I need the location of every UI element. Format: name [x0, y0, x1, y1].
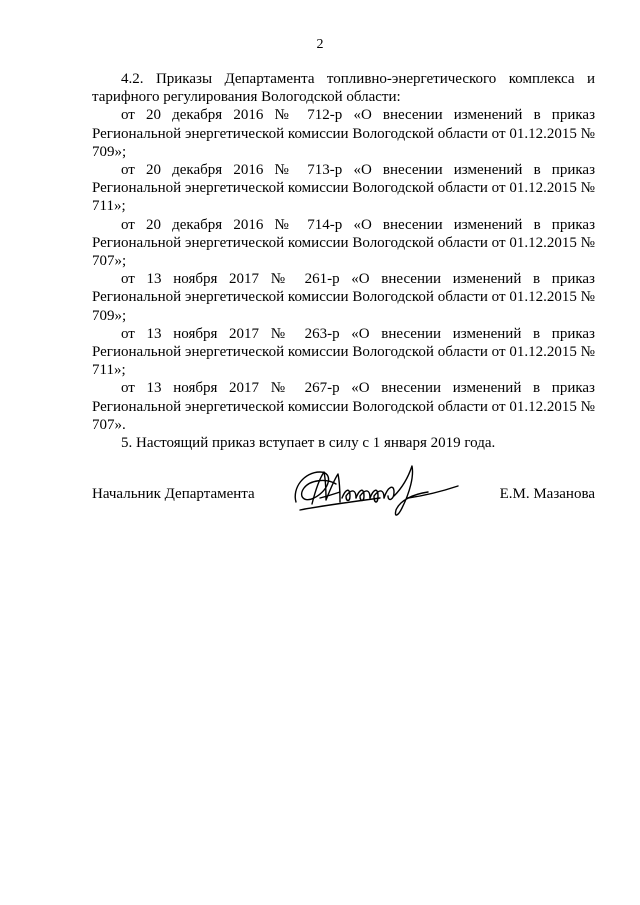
handwritten-signature: [290, 458, 470, 522]
paragraph-order-267: от 13 ноября 2017 № 267-р «О внесении изменений в приказ Региональной энергетической комиссии Вологодской области от 01.12.2015 № 707».: [92, 380, 595, 433]
signatory-name: Е.М. Мазанова: [499, 486, 595, 502]
paragraph-5: 5. Настоящий приказ вступает в силу с 1 января 2019 года.: [121, 435, 496, 452]
paragraph-order-712: от 20 декабря 2016 № 712-р «О внесении изменений в приказ Региональной энергетической комиссии Вологодской области от 01.12.2015 № 709»;: [92, 107, 595, 160]
page-number: 2: [316, 37, 324, 52]
paragraph-4-2: 4.2. Приказы Департамента топливно-энергетического комплекса и тарифного регулирования Вологодской области:: [92, 71, 595, 106]
paragraph-order-263: от 13 ноября 2017 № 263-р «О внесении изменений в приказ Региональной энергетической комиссии Вологодской области от 01.12.2015 № 711»;: [92, 325, 595, 379]
paragraph-order-714: от 20 декабря 2016 № 714-р «О внесении изменений в приказ Региональной энергетической комиссии Вологодской области от 01.12.2015 № 707»;: [92, 216, 595, 270]
signature-block: [92, 458, 595, 528]
document-body: [92, 70, 595, 452]
paragraph-order-713: от 20 декабря 2016 № 713-р «О внесении изменений в приказ Региональной энергетической комиссии Вологодской области от 01.12.2015 № 711»;: [92, 162, 595, 215]
paragraph-order-261: от 13 ноября 2017 № 261-р «О внесении изменений в приказ Региональной энергетической комиссии Вологодской области от 01.12.2015 № 709»;: [92, 271, 595, 324]
signatory-title: Начальник Департамента: [92, 486, 255, 502]
